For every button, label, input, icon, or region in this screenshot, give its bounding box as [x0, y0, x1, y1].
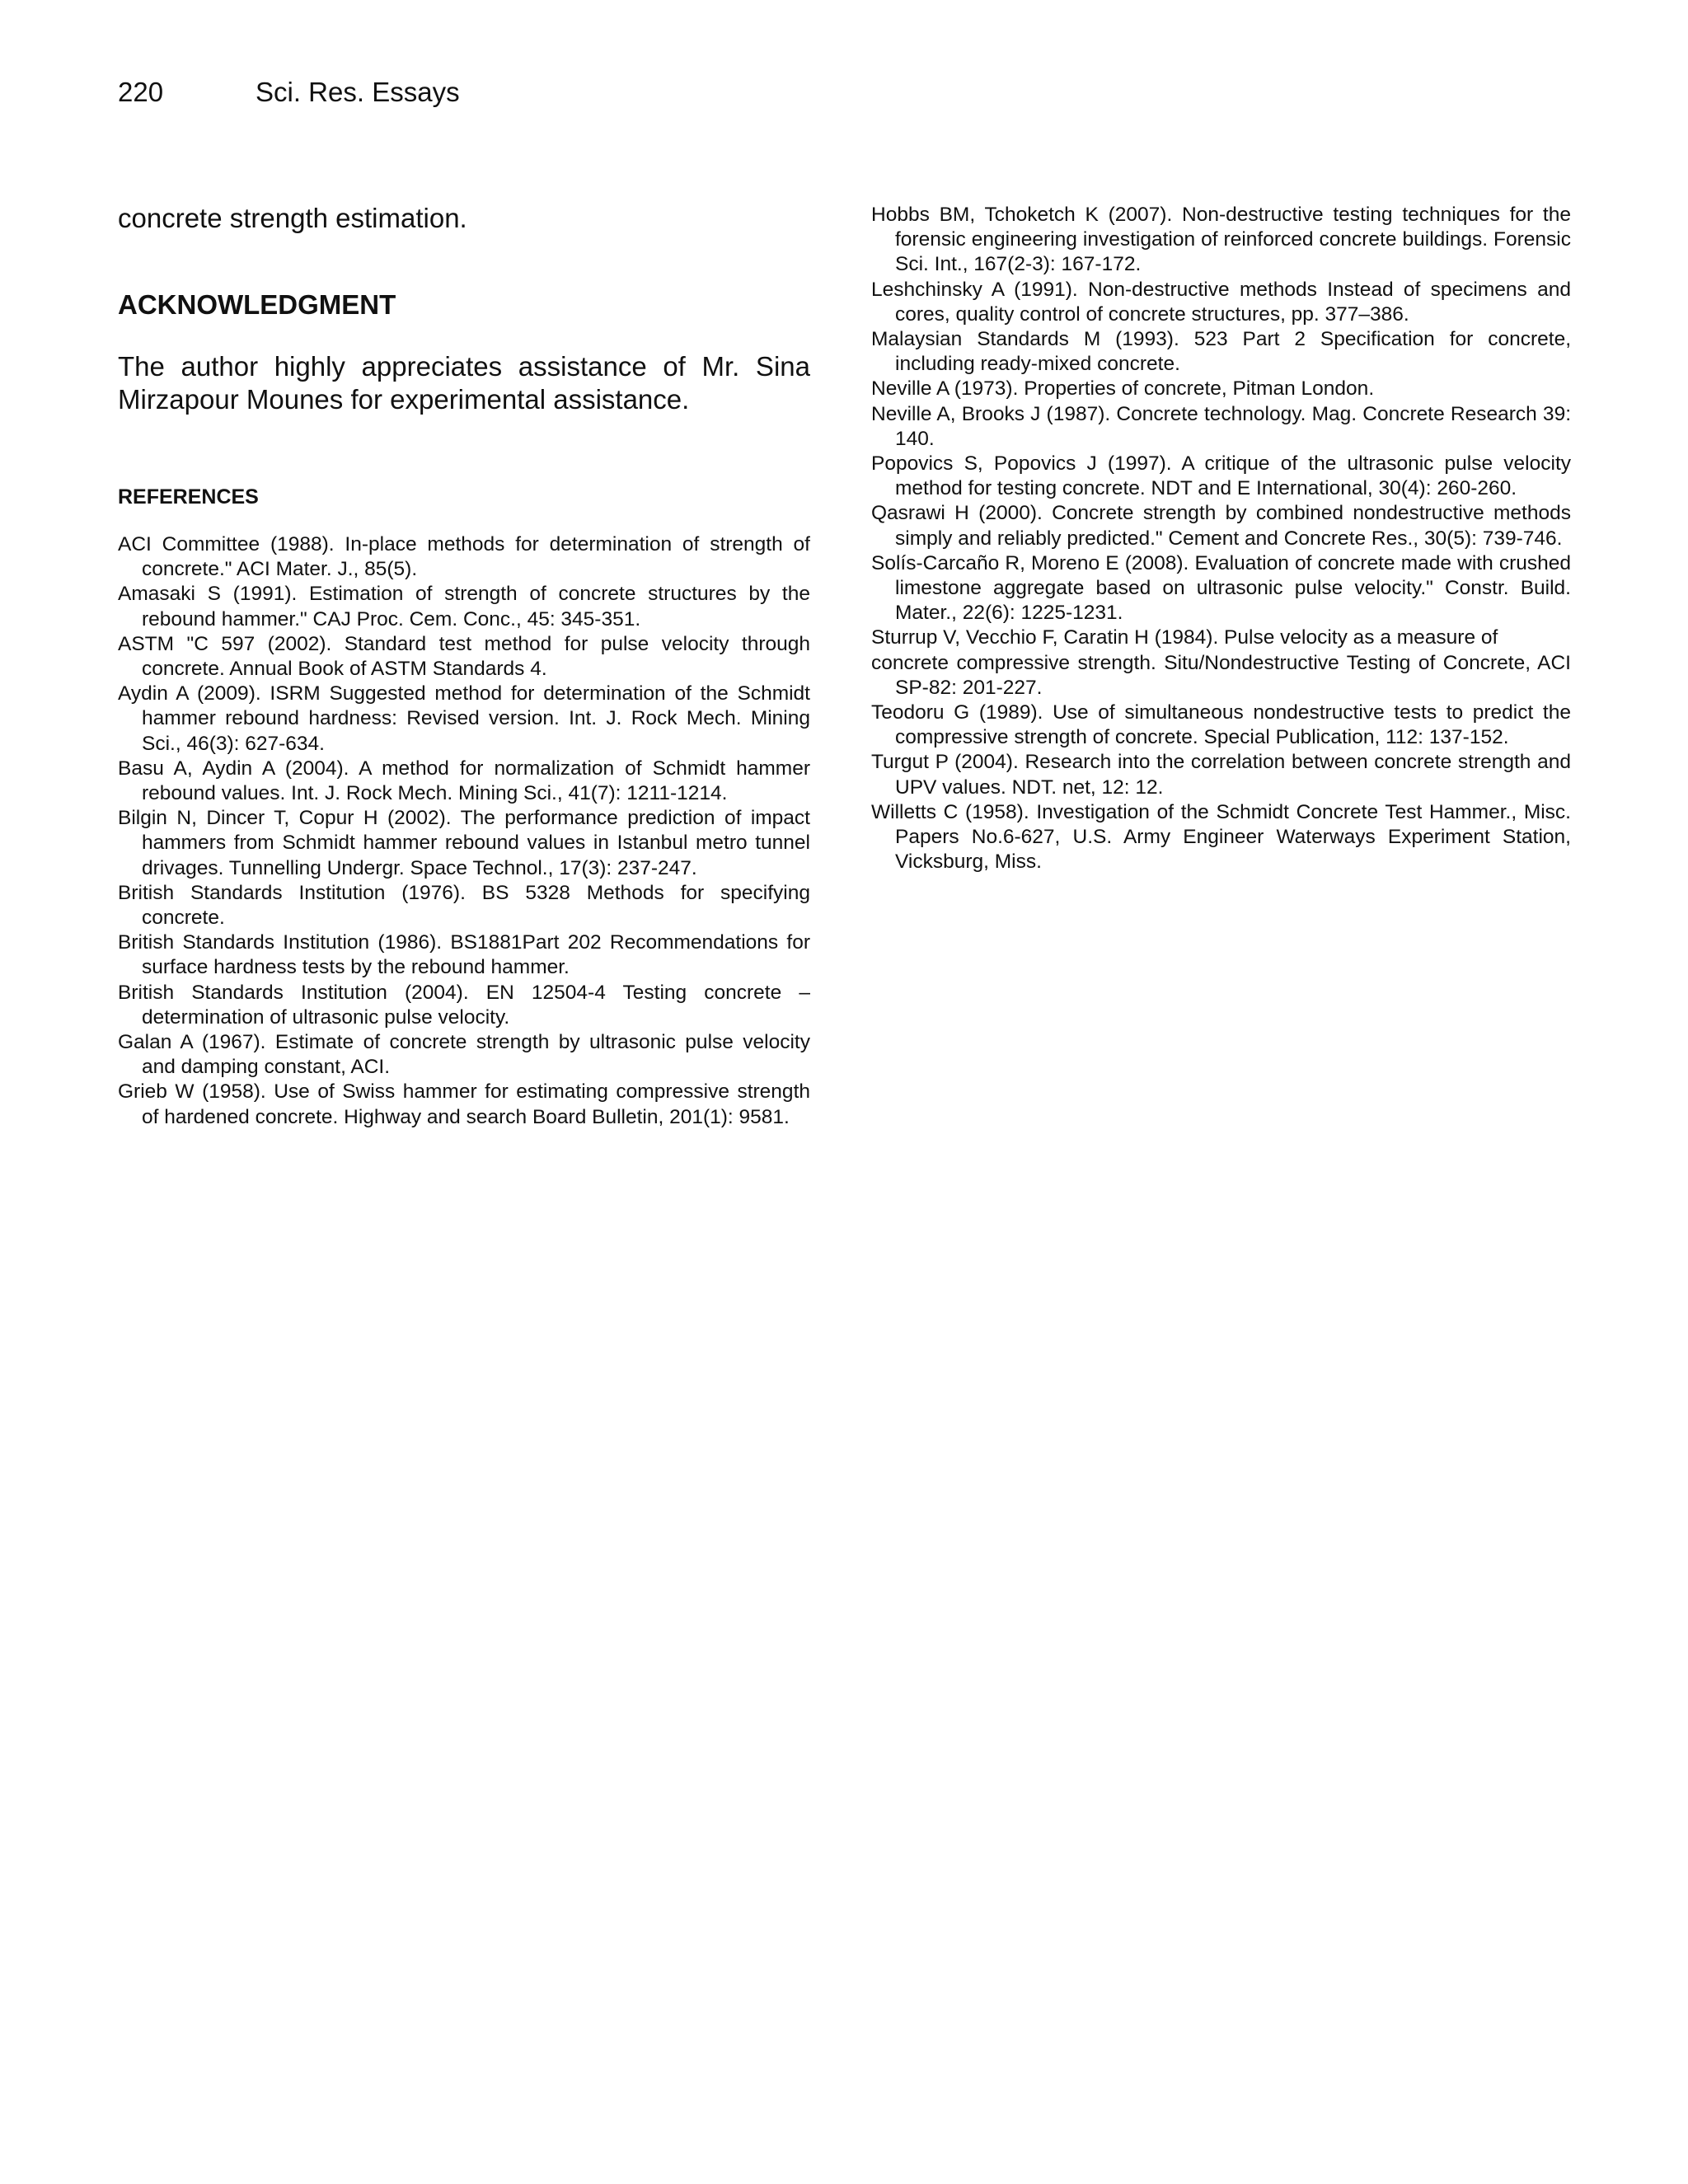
right-column: [871, 203, 1571, 874]
reference-item: Hobbs BM, Tchoketch K (2007). Non-destructive testing techniques for the forensic engineering investigation of reinforced concrete buildings. Forensic Sci. Int., 167(2-3): 167-172.: [871, 204, 1571, 276]
page-number: 220: [118, 77, 164, 107]
references-heading: REFERENCES: [118, 485, 259, 509]
reference-item: Bilgin N, Dincer T, Copur H (2002). The performance prediction of impact hammers from Schmidt hammer rebound values in Istanbul metro tunnel drivages. Tunnelling Undergr. Space Technol., 17(3): 237-247.: [118, 807, 810, 879]
continuation-paragraph: concrete strength estimation.: [118, 203, 467, 233]
reference-item: concrete compressive strength. Situ/Nondestructive Testing of Concrete, ACI SP-82: 201-227.: [871, 651, 1571, 699]
reference-item: Amasaki S (1991). Estimation of strength of concrete structures by the rebound hammer." CAJ Proc. Cem. Conc., 45: 345-351.: [118, 583, 810, 630]
reference-item: Galan A (1967). Estimate of concrete strength by ultrasonic pulse velocity and damping constant, ACI.: [118, 1031, 810, 1079]
reference-item: British Standards Institution (2004). EN 12504-4 Testing concrete – determination of ultrasonic pulse velocity.: [118, 981, 810, 1029]
reference-item: ACI Committee (1988). In-place methods for determination of strength of concrete." ACI Mater. J., 85(5).: [118, 533, 810, 581]
reference-item: Malaysian Standards M (1993). 523 Part 2 Specification for concrete, including ready-mixed concrete.: [871, 328, 1571, 376]
reference-item: Grieb W (1958). Use of Swiss hammer for estimating compressive strength of hardened concrete. Highway and search Board Bulletin, 201(1): 9581.: [118, 1080, 810, 1128]
running-header: [118, 76, 460, 109]
reference-item: British Standards Institution (1986). BS1881Part 202 Recommendations for surface hardness tests by the rebound hammer.: [118, 931, 810, 979]
reference-item: Neville A (1973). Properties of concrete, Pitman London.: [871, 377, 1375, 401]
reference-item: British Standards Institution (1976). BS 5328 Methods for specifying concrete.: [118, 881, 810, 930]
reference-item: Popovics S, Popovics J (1997). A critique of the ultrasonic pulse velocity method for testing concrete. NDT and E International, 30(4): 260-260.: [871, 452, 1571, 500]
reference-item: Basu A, Aydin A (2004). A method for normalization of Schmidt hammer rebound values. Int. J. Rock Mech. Mining Sci., 41(7): 1211-1214.: [118, 757, 810, 805]
reference-item: Aydin A (2009). ISRM Suggested method for determination of the Schmidt hammer rebound hardness: Revised version. Int. J. Rock Mech. Mining Sci., 46(3): 627-634.: [118, 682, 810, 755]
acknowledgment-heading: ACKNOWLEDGMENT: [118, 289, 396, 320]
reference-item: Teodoru G (1989). Use of simultaneous nondestructive tests to predict the compressive strength of concrete. Special Publication, 112: 137-152.: [871, 701, 1571, 749]
reference-item: Neville A, Brooks J (1987). Concrete technology. Mag. Concrete Research 39: 140.: [871, 402, 1571, 450]
reference-list-left: [118, 532, 810, 1130]
reference-item: Solís-Carcaño R, Moreno E (2008). Evaluation of concrete made with crushed limestone aggregate based on ultrasonic pulse velocity." Constr. Build. Mater., 22(6): 1225-1231.: [871, 551, 1571, 625]
journal-title: Sci. Res. Essays: [256, 77, 460, 107]
left-column: [118, 202, 810, 1130]
reference-list-right: [871, 203, 1571, 874]
reference-item: Willetts C (1958). Investigation of the Schmidt Concrete Test Hammer., Misc. Papers No.6-627, U.S. Army Engineer Waterways Experiment Station, Vicksburg, Miss.: [871, 800, 1571, 874]
reference-item: Turgut P (2004). Research into the correlation between concrete strength and UPV values. NDT. net, 12: 12.: [871, 751, 1571, 799]
acknowledgment-paragraph: The author highly appreciates assistance of Mr. Sina Mirzapour Mounes for experimental assistance.: [118, 351, 810, 415]
reference-item: Leshchinsky A (1991). Non-destructive methods Instead of specimens and cores, quality control of concrete structures, pp. 377–386.: [871, 278, 1571, 326]
reference-item: ASTM "C 597 (2002). Standard test method for pulse velocity through concrete. Annual Book of ASTM Standards 4.: [118, 632, 810, 681]
reference-item: Sturrup V, Vecchio F, Caratin H (1984). Pulse velocity as a measure of: [871, 626, 1498, 649]
reference-item: Qasrawi H (2000). Concrete strength by combined nondestructive methods simply and reliably predicted." Cement and Concrete Res., 30(5): 739-746.: [871, 502, 1571, 550]
